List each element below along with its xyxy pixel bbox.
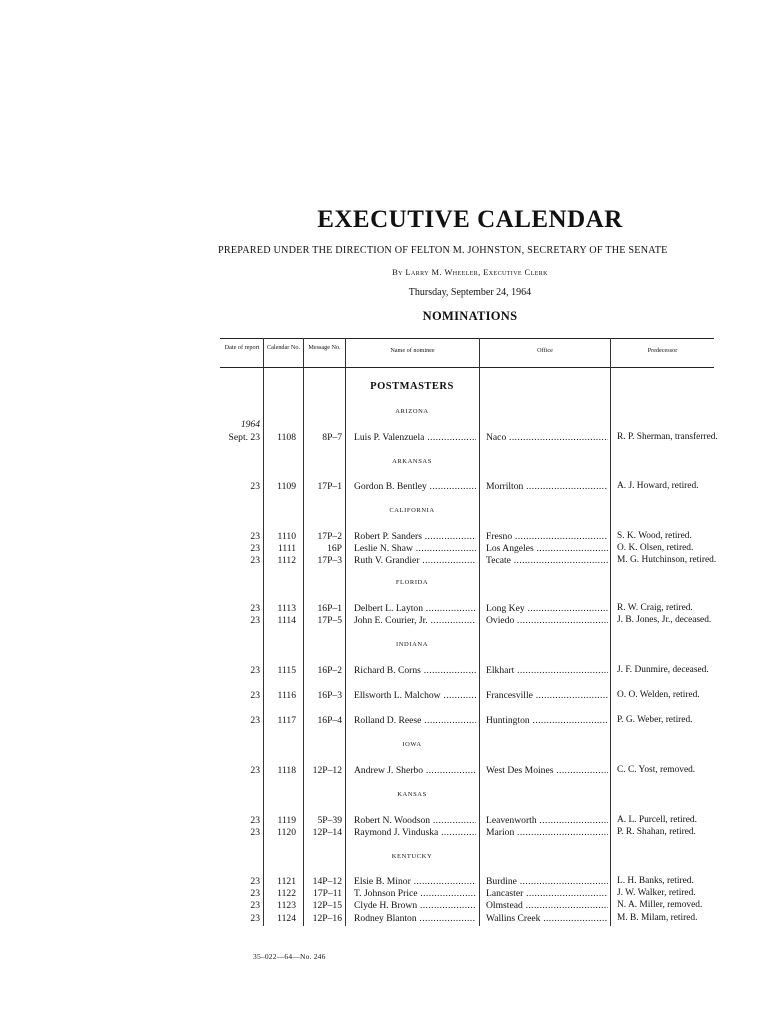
state-heading: KENTUCKY xyxy=(391,853,433,860)
nominee-name: John E. Courier, Jr. ..... xyxy=(354,615,476,626)
calendar-number: 1122 xyxy=(277,888,296,899)
message-number: 17P–2 xyxy=(317,531,342,542)
column-header-message: Message No. xyxy=(308,344,341,351)
calendar-number: 1111 xyxy=(277,543,296,554)
nominee-name: Robert P. Sanders ..... xyxy=(354,531,476,542)
calendar-number: 1115 xyxy=(277,665,296,676)
message-number: 16P–3 xyxy=(317,690,342,701)
predecessor: O. K. Olsen, retired. xyxy=(617,543,694,553)
year-label: 1964 xyxy=(240,419,260,430)
office-name: Huntington ..... xyxy=(486,715,608,726)
office-name: Long Key ..... xyxy=(486,603,608,614)
nominee-name: Andrew J. Sherbo ..... xyxy=(354,765,476,776)
nominee-name: Luis P. Valenzuela ..... xyxy=(354,432,476,443)
document-subtitle: PREPARED UNDER THE DIRECTION OF FELTON M. JOHNSTON, SECRETARY OF THE SENATE xyxy=(218,245,668,256)
column-header-name: Name of nominee xyxy=(390,347,435,354)
report-date: 23 xyxy=(250,543,260,554)
column-divider xyxy=(610,338,611,926)
message-number: 12P–12 xyxy=(312,765,342,776)
column-divider xyxy=(479,338,480,926)
office-name: Los Angeles ..... xyxy=(486,543,608,554)
state-heading: CALIFORNIA xyxy=(389,507,435,514)
predecessor: J. F. Dunmire, deceased. xyxy=(617,665,709,675)
report-date: 23 xyxy=(250,815,260,826)
predecessor: M. B. Milam, retired. xyxy=(617,913,698,923)
office-name: Tecate ..... xyxy=(486,555,608,566)
predecessor: O. O. Welden, retired. xyxy=(617,690,700,700)
calendar-number: 1114 xyxy=(277,615,296,626)
report-date: 23 xyxy=(250,481,260,492)
nominee-name: Delbert L. Layton ..... xyxy=(354,603,476,614)
predecessor: A. J. Howard, retired. xyxy=(617,481,699,491)
report-date: 23 xyxy=(250,876,260,887)
office-name: Morrilton ..... xyxy=(486,481,608,492)
nominee-name: Clyde H. Brown ..... xyxy=(354,900,476,911)
report-date: 23 xyxy=(250,888,260,899)
calendar-number: 1118 xyxy=(277,765,296,776)
message-number: 17P–3 xyxy=(317,555,342,566)
message-number: 16P–2 xyxy=(317,665,342,676)
nominee-name: T. Johnson Price ..... xyxy=(354,888,476,899)
report-date: 23 xyxy=(250,827,260,838)
office-name: Leavenworth ..... xyxy=(486,815,608,826)
nominee-name: Rodney Blanton ..... xyxy=(354,913,476,924)
calendar-number: 1121 xyxy=(277,876,296,887)
report-date: 23 xyxy=(250,715,260,726)
predecessor: J. B. Jones, Jr., deceased. xyxy=(617,615,712,625)
message-number: 17P–5 xyxy=(317,615,342,626)
predecessor: R. P. Sherman, transferred. xyxy=(617,432,718,442)
nominee-name: Raymond J. Vinduska ..... xyxy=(354,827,476,838)
message-number: 14P–12 xyxy=(312,876,342,887)
state-heading: IOWA xyxy=(402,741,422,748)
office-name: Francesville ..... xyxy=(486,690,608,701)
predecessor: J. W. Walker, retired. xyxy=(617,888,696,898)
calendar-number: 1108 xyxy=(277,432,296,443)
state-heading: ARIZONA xyxy=(395,408,429,415)
message-number: 12P–16 xyxy=(312,913,342,924)
office-name: Burdine ..... xyxy=(486,876,608,887)
calendar-number: 1124 xyxy=(277,913,296,924)
document-title: EXECUTIVE CALENDAR xyxy=(317,206,623,233)
message-number: 12P–14 xyxy=(312,827,342,838)
office-name: Oviedo ..... xyxy=(486,615,608,626)
calendar-number: 1117 xyxy=(277,715,296,726)
state-heading: ARKANSAS xyxy=(392,458,432,465)
nominee-name: Rolland D. Reese ..... xyxy=(354,715,476,726)
nominee-name: Richard B. Corns ..... xyxy=(354,665,476,676)
message-number: 16P–1 xyxy=(317,603,342,614)
nominee-name: Ruth V. Grandier ..... xyxy=(354,555,476,566)
predecessor: S. K. Wood, retired. xyxy=(617,531,692,541)
column-header-predecessor: Predecessor xyxy=(647,347,678,354)
nominee-name: Gordon B. Bentley ..... xyxy=(354,481,476,492)
report-date: 23 xyxy=(250,531,260,542)
report-date: 23 xyxy=(250,665,260,676)
calendar-number: 1116 xyxy=(277,690,296,701)
message-number: 8P–7 xyxy=(322,432,342,443)
message-number: 12P–15 xyxy=(312,900,342,911)
report-date: 23 xyxy=(250,603,260,614)
report-date: 23 xyxy=(250,913,260,924)
state-heading: INDIANA xyxy=(396,641,428,648)
message-number: 17P–1 xyxy=(317,481,342,492)
state-heading: KANSAS xyxy=(397,791,427,798)
calendar-number: 1123 xyxy=(277,900,296,911)
office-name: Marion ..... xyxy=(486,827,608,838)
calendar-number: 1120 xyxy=(277,827,296,838)
office-name: Elkhart ..... xyxy=(486,665,608,676)
message-number: 16P–4 xyxy=(317,715,342,726)
office-name: Wallins Creek ..... xyxy=(486,913,608,924)
nominee-name: Elsie B. Minor ..... xyxy=(354,876,476,887)
office-name: Olmstead ..... xyxy=(486,900,608,911)
predecessor: A. L. Purcell, retired. xyxy=(617,815,697,825)
office-name: Lancaster ..... xyxy=(486,888,608,899)
calendar-number: 1113 xyxy=(277,603,296,614)
page-footer: 35–022—64—No. 246 xyxy=(253,952,326,961)
table-header-rule xyxy=(220,367,714,368)
message-number: 5P–39 xyxy=(317,815,342,826)
message-number: 17P–11 xyxy=(313,888,342,899)
calendar-number: 1119 xyxy=(277,815,296,826)
message-number: 16P xyxy=(327,543,342,554)
nominee-name: Robert N. Woodson ..... xyxy=(354,815,476,826)
column-header-date: Date of report xyxy=(224,344,260,351)
report-date: 23 xyxy=(250,900,260,911)
report-date: 23 xyxy=(250,615,260,626)
byline: By Larry M. Wheeler, Executive Clerk xyxy=(392,267,548,277)
calendar-date: Thursday, September 24, 1964 xyxy=(408,287,532,298)
state-heading: FLORIDA xyxy=(395,579,429,586)
table-top-rule xyxy=(220,338,714,339)
predecessor: R. W. Craig, retired. xyxy=(617,603,693,613)
calendar-number: 1110 xyxy=(277,531,296,542)
nominee-name: Ellsworth L. Malchow ..... xyxy=(354,690,476,701)
nominee-name: Leslie N. Shaw ..... xyxy=(354,543,476,554)
column-header-office: Office xyxy=(537,347,553,354)
predecessor: L. H. Banks, retired. xyxy=(617,876,694,886)
category-heading: POSTMASTERS xyxy=(370,381,454,392)
predecessor: P. R. Shahan, retired. xyxy=(617,827,696,837)
section-heading: NOMINATIONS xyxy=(422,309,518,323)
report-date: Sept. 23 xyxy=(228,432,260,443)
calendar-number: 1112 xyxy=(277,555,296,566)
office-name: Fresno ..... xyxy=(486,531,608,542)
predecessor: P. G. Weber, retired. xyxy=(617,715,693,725)
column-divider xyxy=(345,338,346,926)
predecessor: N. A. Miller, removed. xyxy=(617,900,703,910)
office-name: West Des Moines ..... xyxy=(486,765,608,776)
report-date: 23 xyxy=(250,555,260,566)
report-date: 23 xyxy=(250,765,260,776)
column-header-calendar: Calendar No. xyxy=(267,344,300,351)
predecessor: M. G. Hutchinson, retired. xyxy=(617,555,717,565)
predecessor: C. C. Yost, removed. xyxy=(617,765,696,775)
calendar-number: 1109 xyxy=(277,481,296,492)
report-date: 23 xyxy=(250,690,260,701)
office-name: Naco ..... xyxy=(486,432,608,443)
